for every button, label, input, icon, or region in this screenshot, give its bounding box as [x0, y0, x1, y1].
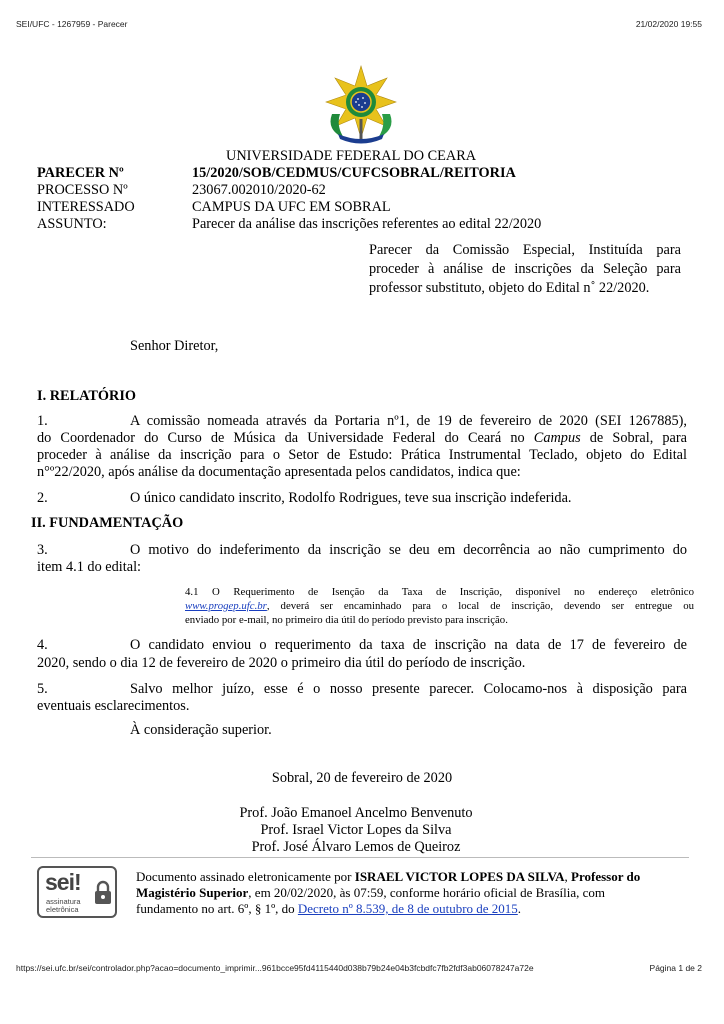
place-date: Sobral, 20 de fevereiro de 2020 [271, 770, 453, 786]
quote-line: enviado por e-mail, no primeiro dia útil do período previsto para inscrição. [185, 614, 508, 626]
paragraph-number: 3. [37, 542, 48, 558]
sei-logo-sub-2: eletrônica [46, 905, 79, 914]
paragraph-5-line: eventuais esclarecimentos. [37, 698, 190, 714]
closing-line: À consideração superior. [130, 722, 272, 738]
intro-line: Parecer da Comissão Especial, Instituída para [369, 242, 681, 258]
sei-logo-text: sei! [45, 869, 81, 895]
signer-role: Professor do [571, 869, 641, 884]
header-value-processo: 23067.002010/2020-62 [192, 182, 326, 198]
salutation: Senhor Diretor, [130, 338, 219, 354]
paragraph-number: 1. [37, 413, 48, 429]
intro-statement [369, 241, 681, 298]
text-run: . [517, 901, 522, 916]
signer-name: ISRAEL VICTOR LOPES DA SILVA [354, 869, 565, 884]
print-header-title: SEI/UFC - 1267959 - Parecer [16, 19, 128, 29]
intro-line: professor substituto, objeto do Edital n˚ 22/2020. [369, 280, 650, 296]
signatory-name: Prof. José Álvaro Lemos de Queiroz [251, 839, 461, 855]
text-run: Documento assinado eletronicamente por [136, 869, 355, 884]
signatory-name: Prof. Israel Victor Lopes da Silva [260, 822, 452, 838]
university-name: UNIVERSIDADE FEDERAL DO CEARA [226, 148, 477, 164]
paragraph-1-line: proceder à análise da inscrição para o Setor de Estudo: Prática Instrumental Teclado, objeto do Edital [37, 447, 687, 463]
coat-of-arms-icon [322, 64, 400, 144]
decree-link[interactable]: Decreto nº 8.539, de 8 de outubro de 2015 [297, 901, 518, 916]
paragraph-number: 2. [37, 490, 48, 506]
signature-line [136, 869, 640, 885]
paragraph-5-line: Salvo melhor juízo, esse é o nosso presente parecer. Colocamo-nos à disposição para [130, 681, 687, 697]
header-value-assunto: Parecer da análise das inscrições referentes ao edital 22/2020 [192, 216, 542, 232]
sei-signature-logo [37, 866, 117, 918]
signatory-name: Prof. João Emanoel Ancelmo Benvenuto [239, 805, 473, 821]
signature-line [136, 885, 605, 901]
text-run: , [564, 869, 572, 884]
print-header-datetime: 21/02/2020 19:55 [635, 19, 702, 29]
quote-line [185, 600, 694, 613]
paragraph-1-line: n°º22/2020, após análise da documentação apresentada pelos candidatos, indica que: [37, 464, 521, 480]
print-footer-page: Página 1 de 2 [649, 963, 702, 973]
paragraph-3-line: O motivo do indeferimento da inscrição se deu em decorrência ao não cumprimento do [130, 542, 687, 558]
quote-line: 4.1 O Requerimento de Isenção da Taxa de Inscrição, disponível no endereço eletrônico [185, 586, 694, 598]
section-title-fundamentacao: II. FUNDAMENTAÇÃO [31, 515, 184, 531]
text-run: , deverá ser encaminhado para o local de inscrição, devendo ser entregue ou [266, 600, 694, 612]
text-run-italic: Campus [533, 430, 581, 446]
lock-icon [93, 880, 113, 906]
paragraph-1-line [37, 430, 687, 447]
intro-line: proceder à análise de inscrições da Seleção para [369, 261, 681, 277]
header-value-parecer: 15/2020/SOB/CEDMUS/CUFCSOBRAL/REITORIA [192, 165, 516, 181]
signature-line [136, 901, 521, 917]
header-label-assunto: ASSUNTO: [37, 216, 107, 232]
text-run: , em 20/02/2020, às 07:59, conforme horário oficial de Brasília, com [248, 885, 605, 900]
signer-role: Magistério Superior [136, 885, 249, 900]
paragraph-4-line: 2020, sendo o dia 12 de fevereiro de 2020 o primeiro dia útil do período de inscrição. [37, 655, 526, 671]
print-footer-url: https://sei.ufc.br/sei/controlador.php?acao=documento_imprimir...961bcce95fd4115440d038b79b24e04b3fcbdfc7fb2fdf3ab06078247a72e [16, 963, 534, 973]
header-label-interessado: INTERESSADO [37, 199, 135, 215]
paragraph-1-line: A comissão nomeada através da Portaria nº1, de 19 de fevereiro de 2020 (SEI 1267885), [130, 413, 687, 429]
sei-logo-subtitle [46, 898, 81, 914]
progep-link[interactable]: www.progep.ufc.br [185, 600, 267, 612]
paragraph-3-line: item 4.1 do edital: [37, 559, 142, 575]
text-run: fundamento no art. 6º, § 1º, do [136, 901, 298, 916]
header-value-interessado: CAMPUS DA UFC EM SOBRAL [192, 199, 391, 215]
header-label-parecer: PARECER Nº [37, 165, 124, 181]
header-label-processo: PROCESSO Nº [37, 182, 128, 198]
paragraph-number: 5. [37, 681, 48, 697]
paragraph-4-line: O candidato enviou o requerimento da taxa de inscrição na data de 17 de fevereiro de [130, 637, 687, 653]
section-title-relatorio: I. RELATÓRIO [37, 388, 137, 404]
text-run: do Coordenador do Curso de Música da Universidade Federal do Ceará no [37, 430, 534, 446]
paragraph-number: 4. [37, 637, 48, 653]
paragraph-2-text: O único candidato inscrito, Rodolfo Rodrigues, teve sua inscrição indeferida. [130, 490, 572, 506]
text-run: de Sobral, para [580, 430, 687, 446]
signature-divider [31, 857, 689, 858]
sei-logo-sub-1: assinatura [46, 897, 81, 906]
